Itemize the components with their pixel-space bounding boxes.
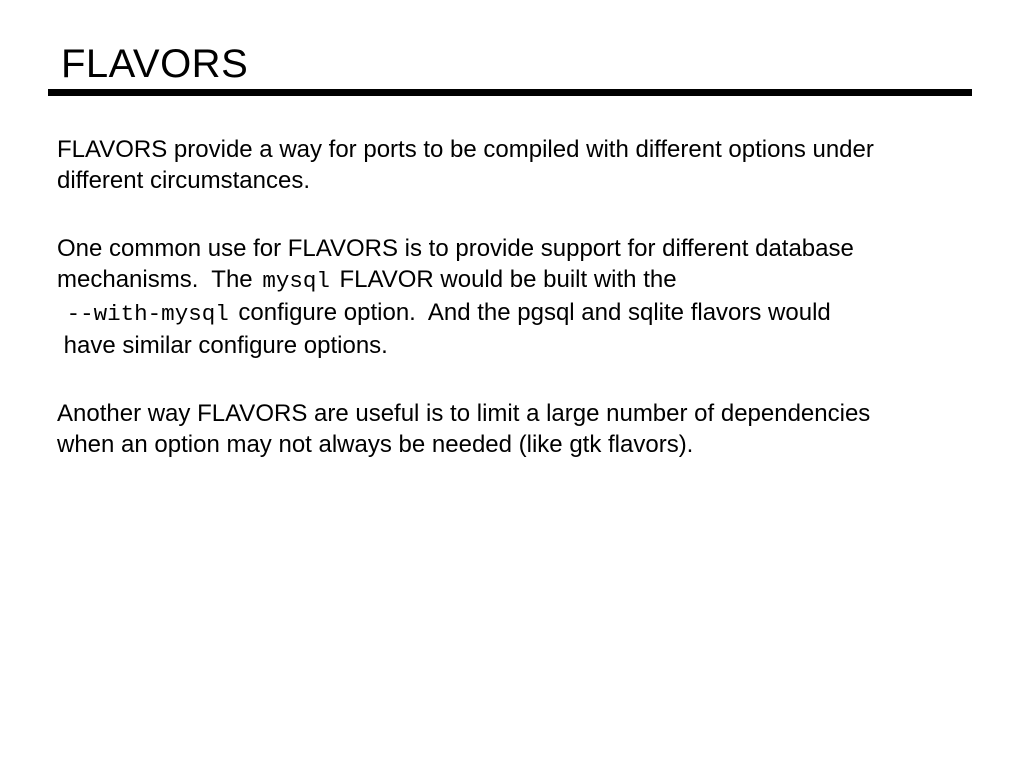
text-segment: FLAVORS provide a way for ports to be compiled with different options under	[57, 136, 874, 163]
title-rule	[48, 89, 972, 96]
text-segment: different circumstances.	[57, 167, 310, 194]
text-line	[57, 297, 997, 330]
text-segment: have similar configure options.	[57, 332, 388, 359]
mono-code-segment: --with-mysql	[66, 301, 229, 327]
slide-title: FLAVORS	[61, 42, 249, 86]
text-segment: when an option may not always be needed (like gtk flavors).	[57, 431, 694, 458]
paragraph	[57, 233, 997, 361]
mono-code-segment: mysql	[262, 268, 330, 294]
slide-body	[57, 134, 997, 497]
text-segment: configure option. And the pgsql and sqlite flavors would	[231, 299, 831, 326]
text-line	[57, 134, 997, 165]
text-segment: Another way FLAVORS are useful is to limit a large number of dependencies	[57, 400, 871, 427]
text-segment: One common use for FLAVORS is to provide support for different database	[57, 235, 854, 262]
text-segment	[57, 299, 64, 326]
text-line	[57, 398, 997, 429]
text-line	[57, 264, 997, 297]
paragraph	[57, 398, 997, 460]
text-line	[57, 233, 997, 264]
text-line	[57, 429, 997, 460]
text-segment: FLAVOR would be built with the	[332, 266, 677, 293]
text-line	[57, 330, 997, 361]
paragraph	[57, 134, 997, 196]
text-line	[57, 165, 997, 196]
text-segment: mechanisms. The	[57, 266, 260, 293]
